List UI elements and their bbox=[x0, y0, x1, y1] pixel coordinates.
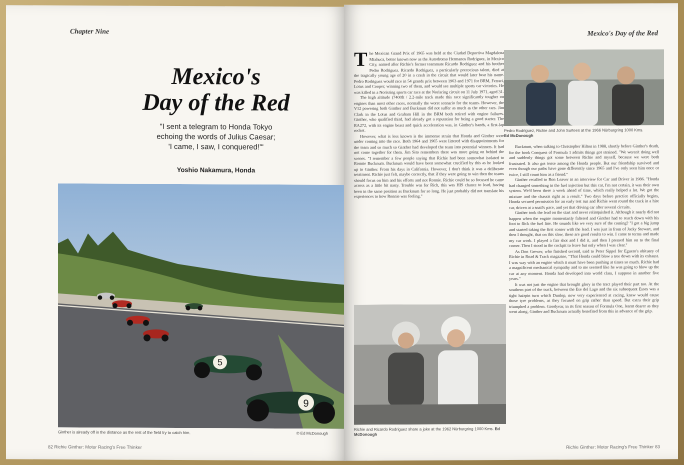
paragraph-6: Ginther took the lead on the start and never relinquished it. Although it nearly did not happen when the engine momentarily faltered and Ginther had to reach down with his foot to flick the fuel line. He sounds like we very sure of the coming? "I got a big jump and started taking the first corner with the lead. I was just in from of Jacky Stewart, and then I thought, that on this slow, these are good results to win. I came to terms and made my car work. I played a fair shot and I did it, and then I pressed him on to the final corner. Then I stood in the cockpit to leave but only when I was clear." bbox=[509, 209, 659, 249]
running-header: Mexico's Day of the Red bbox=[587, 29, 658, 38]
paragraph-3: However, what is less known is the immense strain that Honda and Ginther were under coming into the race. Both 1964 and 1965 were littered with disappointments for the team and so much so Ginther had developed the team into potential winners. It had not come together for them. Jim Sito remembers there was more going on behind the scenes. "I remember a few people saying that Richie had been somewhat isolated to Ronnie Bucknum. Bucknum would have been somewhat crucified by this as he looked up to Ginther. From his days in California. However, I don't think it was a deliberate treatment. Richie just felt, maybe correctly, that if they were going to win then the teams should focus on him and his efforts and not Ronnie. Richie could be so focused he came across as a little bit nasty. Trouble was for Rich, this was HIS chance to lead, having been in the same position as Bucknum for so long. He just probably did not translate his experiences to how Ronnie was feeling." bbox=[354, 132, 504, 199]
paragraph-1 bbox=[354, 50, 504, 95]
photo-bottom-caption-text: Richie and Ricardo Rodriguez share a joke at the 1962 Nürburgring 1000 Kms. bbox=[354, 426, 494, 432]
right-page bbox=[344, 3, 678, 461]
photo-bottom-credit: Ed McDonough bbox=[354, 426, 500, 437]
race-photo-caption bbox=[58, 429, 346, 436]
race-caption-text: Ginther is already off in the distance as the rest of the field try to catch him. bbox=[58, 429, 191, 436]
title-line-2: Day of the Red bbox=[142, 89, 290, 117]
paragraph-2: The high altitude (7400ft / 2.2-mile track made this race significantly tougher on engines than most other races, normally the worst scenario for the teams. However, the V12 powering both Ginther and Bucknum did not suffer as much as the other cars. Jim Clark in the Lotus and Graham Hill in the BRM both retired with engine failures. Ginther, who qualified third, had already got a reputation for being a good starter. The RA272, with its engine beast and quick acceleration was, in Ginther's hands, a first-lap rocket. bbox=[354, 94, 504, 133]
photo-top bbox=[504, 49, 664, 126]
paragraph-1-text: he Mexican Grand Prix of 1965 was held at the Ciudad Deportiva Magdalena Mixhuca, better known now as the Autodromo Hermanos Rodriguez, in Mexico City, named after Richie's former teammate Ricardo Rodriguez and his brother Pedro Rodriguez. Ricardo Rodriguez, a particularly precocious talent, died at the tragically young age of 20 in a crash in the circuit that would later bear his name. Pedro Rodriguez would race in 54 grands prix between 1963 and 1971 for BRM, Ferrari, Lotus and Cooper, winning two of them, and would see multiple sports car victories. He was killed in a Norisring sports car race at the Norisring circuit on 11 July 1971, aged 31. bbox=[354, 50, 504, 95]
photo-bottom bbox=[354, 304, 506, 425]
photo-top-caption-text: Pedro Rodriguez, Richie and John Surtees at the 1966 Nürburgring 1000 Kms. bbox=[504, 127, 644, 134]
photo-top-credit: Ed McDonough bbox=[504, 132, 534, 139]
car-number-9: 9 bbox=[303, 398, 309, 410]
right-page-footer: Richie Ginther: Motor Racing's Free Thinker 83 bbox=[566, 444, 660, 450]
photo-top-illustration bbox=[504, 49, 664, 126]
quote-line-2: echoing the words of Julius Caesar; bbox=[156, 131, 276, 142]
drop-cap: T bbox=[354, 48, 368, 71]
paragraph-4: Bucknum, when talking to Christopher Hilton in 1988, shortly before Ginther's death, for the book Conquest of Formula 1 admits things got strained. "We weren't doing well and suddenly things got some between Richie and myself, because we were both frustrated. It also got tense among the Honda people. But our friendship survived and even though our paths have gone differently since 1965 and I've only seen him once or twice, I still count him as a friend." bbox=[509, 143, 659, 177]
epigraph-quote bbox=[116, 122, 316, 153]
photo-bottom-caption bbox=[354, 426, 506, 437]
race-car-red-1 bbox=[112, 300, 132, 308]
quote-attribution: Yoshio Nakamura, Honda bbox=[176, 167, 256, 175]
paragraph-8: It was not just the engine that brought glory in the tract played their part too. At the southern part of the track, between the Ese del Lago and the six subsequent Esses was a tight hairpin turn which Dunlop, now very experienced at racing, knew would cause those tyre problems, as they focused on grip rather than speed. But extra their grip triumphed a problem. Goodyear, in its first season of Formula One, learnt dearer as they went along, Ginther and Bucknum actually benefited from this in advance of the grip. bbox=[509, 280, 659, 315]
paragraph-7: As Don Grewer, who finished second, said to Peter Sippel for Eguero's obituary of Richie in Road & Track magazine, "That Honda could blow a tree down with its exhaust. I was way with an engine which it must have been pushing at times so much. Richie had a magnificent mechanical sympathy and to me seemed like he was going to blow up the car at any moment. Honda had developed into world class, I suppose in another five years." bbox=[509, 247, 659, 282]
left-page-footer: 82 Richie Ginther: Motor Racing's Free Thinker bbox=[48, 444, 142, 450]
body-column-left bbox=[354, 50, 504, 199]
quote-line-3: 'I came, I saw, I conquered!'" bbox=[168, 141, 264, 152]
body-column-right bbox=[509, 143, 659, 314]
photo-top-caption bbox=[504, 127, 644, 138]
photo-bottom-illustration bbox=[354, 304, 506, 425]
race-photo bbox=[58, 183, 346, 429]
car-number-5: 5 bbox=[217, 357, 223, 368]
chapter-label: Chapter Nine bbox=[70, 27, 110, 36]
left-page bbox=[6, 5, 346, 461]
title-line-1: Mexico's bbox=[171, 63, 261, 91]
race-caption-credit: © Ed McDonough bbox=[296, 430, 328, 436]
quote-line-1: "I sent a telegram to Honda Tokyo bbox=[159, 121, 273, 132]
chapter-title bbox=[116, 64, 316, 117]
paragraph-5: Ginther recalled to Ron Leaver in an interview for Car and Driver in 1986. "Honda had changed something in the fuel injection but this car, I'm not certain, it was their own system. We'd been there a week ahead of time, which really helped a lot. We got the mixture and the chassis right as a result." Two days before practice officially begins, Honda secured permission for an early test run and Richie went round the track in a hire car, driven at a snail's pace, and yet that driving car after several circuits. bbox=[509, 176, 659, 210]
race-photo-illustration bbox=[58, 183, 346, 429]
